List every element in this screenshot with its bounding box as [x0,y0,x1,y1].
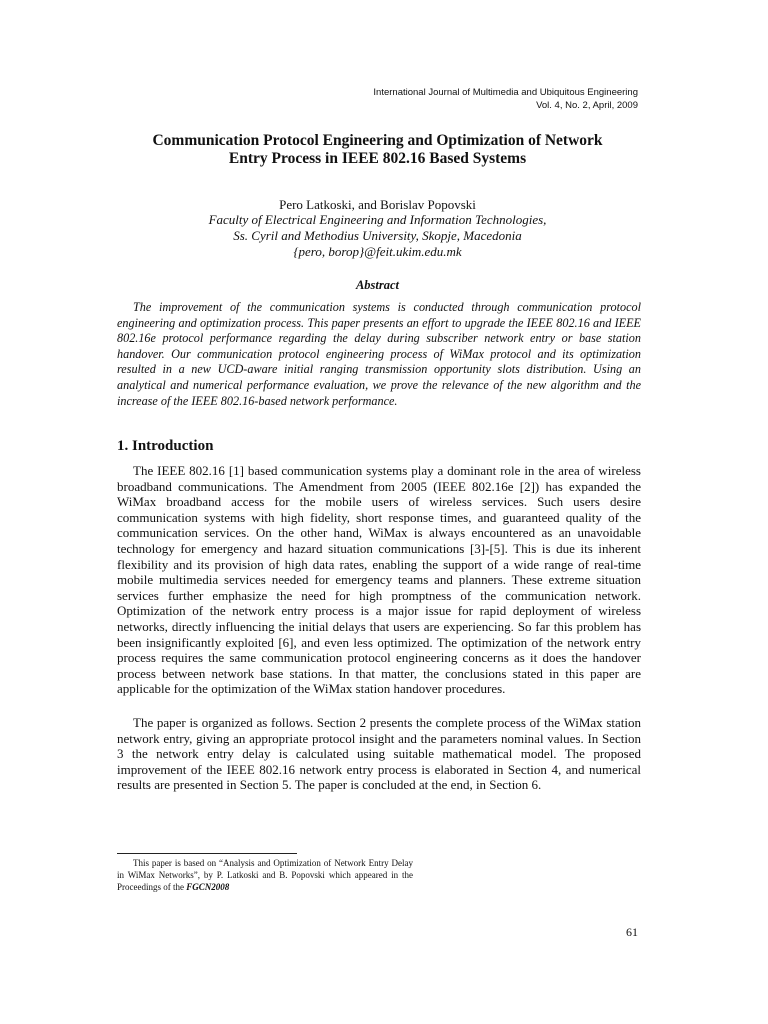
footnote [117,857,413,893]
affiliation-line-1: Faculty of Electrical Engineering and Information Technologies, [208,212,547,227]
abstract-text: The improvement of the communication systems is conducted through communication protocol engineering and optimization process. This paper presents an effort to upgrade the IEEE 802.16 and IEEE 802.16e protocol performance regarding the delay during subscriber network entry or base station handover. Our communication protocol engineering process of WiMax protocol and its optimization resulted in a new UCD-aware initial ranging transmission opportunity slots distribution. Using an analytical and numerical performance evaluation, we prove the relevance of the new algorithm and the increase of the IEEE 802.16-based network performance. [117,300,641,408]
paper-title [110,132,645,168]
footnote-divider [117,853,297,854]
journal-volume: Vol. 4, No. 2, April, 2009 [536,100,638,111]
section-heading-introduction: 1. Introduction [117,438,214,454]
abstract-heading: Abstract [355,278,400,292]
footnote-text: This paper is based on “Analysis and Optimization of Network Entry Delay in WiMax Networks”, by P. Latkoski and B. Popovski which appeared in the Proceedings of the [117,858,413,892]
journal-name: International Journal of Multimedia and Ubiquitous Engineering [373,87,638,98]
page-number: 61 [626,925,638,939]
intro-paragraph-2: The paper is organized as follows. Section 2 presents the complete process of the WiMax station network entry, giving an appropriate protocol insight and the parameters nominal values. In Section 3 the network entry delay is calculated using suitable mathematical model. The proposed improvement of the IEEE 802.16 network entry process is elaborated in Section 4, and numerical results are presented in Section 5. The paper is concluded at the end, in Section 6. [117,715,641,793]
footnote-venue: FGCN2008 [186,882,230,892]
running-header [373,86,638,112]
author-emails: {pero, borop}@feit.ukim.edu.mk [293,244,462,259]
intro-paragraph-1: The IEEE 802.16 [1] based communication systems play a dominant role in the area of wireless broadband communications. The Amendment from 2005 (IEEE 802.16e [2]) has expanded the WiMax broadband access for the mobile users of wireless services. Such users desire communication systems with high fidelity, short response times, and guaranteed quality of the communication services. On the other hand, WiMax is always encountered as an unavoidable technology for emergency and hazard situation communications [3]-[5]. This is due its inherent flexibility and its provision of high data rates, enabling the support of a wide range of real-time mobile multimedia services needed for emergency teams and planners. These extreme situation services further emphasize the need for high promptness of the communication network. Optimization of the network entry process is a major issue for rapid deployment of wireless networks, directly influencing the initial delays that users are experiencing. So far this problem has been insignificantly exploited [6], and even less optimized. The optimization of the network entry process requires the same communication protocol engineering concerns as it does the handover process between network base stations. In that matter, the conclusions stated in this paper are applicable for the optimization of the WiMax station handover procedures. [117,463,641,697]
authors: Pero Latkoski, and Borislav Popovski [279,197,476,212]
affiliation [110,212,645,260]
affiliation-line-2: Ss. Cyril and Methodius University, Skopje, Macedonia [233,228,522,243]
title-line-1: Communication Protocol Engineering and Optimization of Network [152,132,603,149]
title-line-2: Entry Process in IEEE 802.16 Based Systems [228,150,527,167]
